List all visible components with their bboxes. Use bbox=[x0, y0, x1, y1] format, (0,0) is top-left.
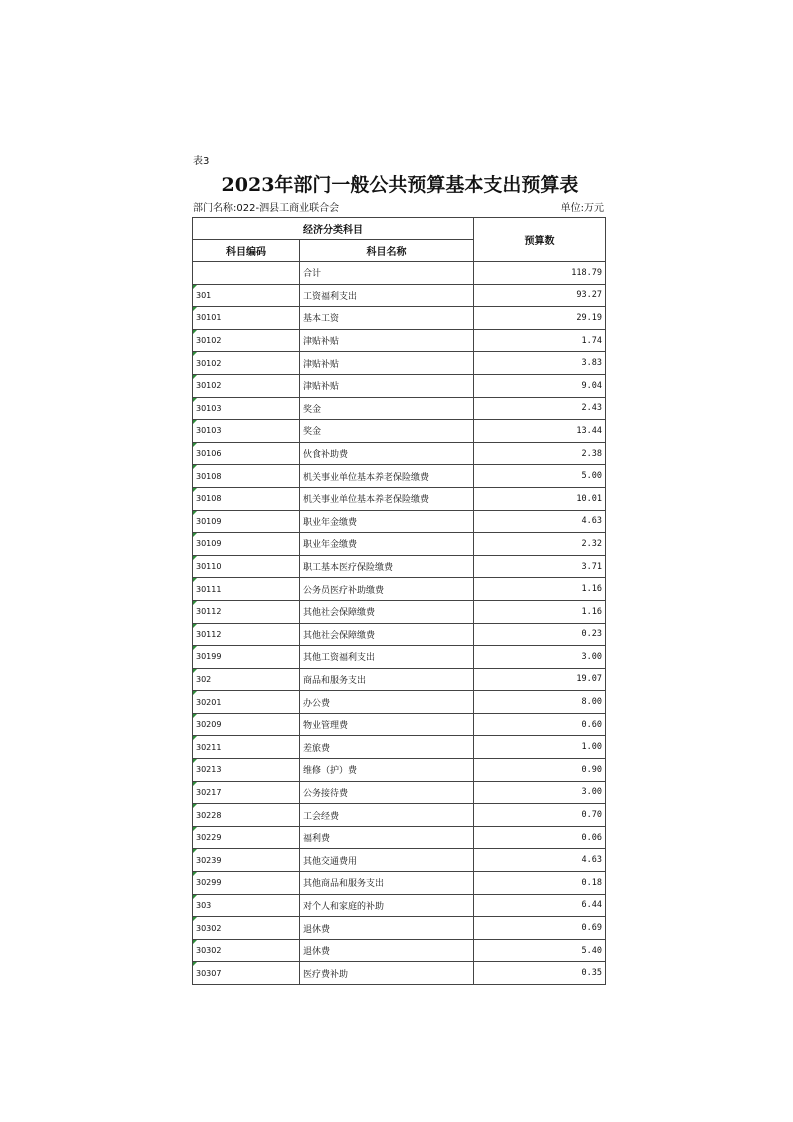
subject-code-cell: 30201 bbox=[193, 691, 300, 714]
budget-amount-cell: 1.16 bbox=[474, 600, 606, 623]
subject-name-cell: 差旅费 bbox=[300, 736, 474, 759]
table-row bbox=[193, 487, 606, 510]
subject-code-cell: 30108 bbox=[193, 465, 300, 488]
subject-name-cell: 公务员医疗补助缴费 bbox=[300, 578, 474, 601]
subject-name-cell: 商品和服务支出 bbox=[300, 668, 474, 691]
table-row bbox=[193, 262, 606, 285]
budget-amount-cell: 0.18 bbox=[474, 872, 606, 895]
subject-name-cell: 职业年金缴费 bbox=[300, 510, 474, 533]
table-row bbox=[193, 578, 606, 601]
subject-name-cell: 医疗费补助 bbox=[300, 962, 474, 985]
subject-name-cell: 其他商品和服务支出 bbox=[300, 872, 474, 895]
subject-name-cell: 工资福利支出 bbox=[300, 284, 474, 307]
subject-code-cell: 303 bbox=[193, 894, 300, 917]
budget-amount-cell: 0.06 bbox=[474, 826, 606, 849]
page-title: 2023年部门一般公共预算基本支出预算表 bbox=[221, 174, 579, 196]
subject-name-cell: 其他工资福利支出 bbox=[300, 646, 474, 669]
subject-code-cell: 30112 bbox=[193, 623, 300, 646]
subject-code-cell: 30110 bbox=[193, 555, 300, 578]
subject-name-cell: 公务接待费 bbox=[300, 781, 474, 804]
subject-name-cell: 职业年金缴费 bbox=[300, 533, 474, 556]
subject-name-cell: 津贴补贴 bbox=[300, 329, 474, 352]
subject-code-cell: 30109 bbox=[193, 510, 300, 533]
table-row bbox=[193, 781, 606, 804]
subject-name-cell: 退休费 bbox=[300, 917, 474, 940]
subject-name-cell: 合计 bbox=[300, 262, 474, 285]
budget-amount-cell: 2.38 bbox=[474, 442, 606, 465]
subject-name-cell: 其他交通费用 bbox=[300, 849, 474, 872]
budget-amount-cell: 2.32 bbox=[474, 533, 606, 556]
table-row bbox=[193, 465, 606, 488]
subject-code-cell: 301 bbox=[193, 284, 300, 307]
table-row bbox=[193, 352, 606, 375]
table-row bbox=[193, 623, 606, 646]
table-row bbox=[193, 600, 606, 623]
subject-code-cell: 30211 bbox=[193, 736, 300, 759]
budget-amount-cell: 1.74 bbox=[474, 329, 606, 352]
subject-name-cell: 办公费 bbox=[300, 691, 474, 714]
table-row bbox=[193, 646, 606, 669]
table-row bbox=[193, 804, 606, 827]
subject-name-cell: 机关事业单位基本养老保险缴费 bbox=[300, 465, 474, 488]
header-subject-name: 科目名称 bbox=[300, 240, 474, 262]
subject-name-cell: 福利费 bbox=[300, 826, 474, 849]
table-row bbox=[193, 917, 606, 940]
header-economic-classification: 经济分类科目 bbox=[193, 218, 474, 240]
budget-amount-cell: 3.71 bbox=[474, 555, 606, 578]
table-row bbox=[193, 736, 606, 759]
budget-amount-cell: 0.23 bbox=[474, 623, 606, 646]
subject-code-cell: 30217 bbox=[193, 781, 300, 804]
table-header bbox=[193, 218, 606, 262]
subject-code-cell: 30103 bbox=[193, 397, 300, 420]
unit-label: 单位:万元 bbox=[560, 203, 604, 214]
subject-code-cell: 30109 bbox=[193, 533, 300, 556]
table-row bbox=[193, 284, 606, 307]
subject-code-cell: 30213 bbox=[193, 759, 300, 782]
table-row bbox=[193, 307, 606, 330]
department-name: 部门名称:022-泗县工商业联合会 bbox=[193, 203, 340, 214]
budget-amount-cell: 3.83 bbox=[474, 352, 606, 375]
table-row bbox=[193, 510, 606, 533]
budget-amount-cell: 6.44 bbox=[474, 894, 606, 917]
budget-amount-cell: 19.07 bbox=[474, 668, 606, 691]
budget-amount-cell: 5.00 bbox=[474, 465, 606, 488]
subject-name-cell: 奖金 bbox=[300, 397, 474, 420]
budget-amount-cell: 5.40 bbox=[474, 939, 606, 962]
subject-name-cell: 其他社会保障缴费 bbox=[300, 600, 474, 623]
budget-amount-cell: 29.19 bbox=[474, 307, 606, 330]
subject-name-cell: 工会经费 bbox=[300, 804, 474, 827]
budget-amount-cell: 0.60 bbox=[474, 713, 606, 736]
header-subject-code: 科目编码 bbox=[193, 240, 300, 262]
table-row bbox=[193, 374, 606, 397]
subject-code-cell: 30302 bbox=[193, 917, 300, 940]
subject-code-cell: 30101 bbox=[193, 307, 300, 330]
budget-amount-cell: 0.90 bbox=[474, 759, 606, 782]
budget-amount-cell: 118.79 bbox=[474, 262, 606, 285]
subject-name-cell: 机关事业单位基本养老保险缴费 bbox=[300, 487, 474, 510]
table-row bbox=[193, 962, 606, 985]
budget-amount-cell: 8.00 bbox=[474, 691, 606, 714]
table-row bbox=[193, 691, 606, 714]
budget-amount-cell: 4.63 bbox=[474, 510, 606, 533]
subject-name-cell: 对个人和家庭的补助 bbox=[300, 894, 474, 917]
subject-name-cell: 津贴补贴 bbox=[300, 352, 474, 375]
budget-amount-cell: 93.27 bbox=[474, 284, 606, 307]
budget-amount-cell: 13.44 bbox=[474, 420, 606, 443]
table-row bbox=[193, 759, 606, 782]
table-row bbox=[193, 420, 606, 443]
subject-name-cell: 奖金 bbox=[300, 420, 474, 443]
table-row bbox=[193, 668, 606, 691]
table-body bbox=[193, 262, 606, 985]
budget-amount-cell: 0.70 bbox=[474, 804, 606, 827]
subject-code-cell: 30102 bbox=[193, 352, 300, 375]
subject-code-cell: 30199 bbox=[193, 646, 300, 669]
table-row bbox=[193, 329, 606, 352]
subject-name-cell: 物业管理费 bbox=[300, 713, 474, 736]
subject-code-cell: 30112 bbox=[193, 600, 300, 623]
table-row bbox=[193, 826, 606, 849]
table-row bbox=[193, 442, 606, 465]
table-row bbox=[193, 849, 606, 872]
table-row bbox=[193, 939, 606, 962]
subject-name-cell: 退休费 bbox=[300, 939, 474, 962]
budget-amount-cell: 9.04 bbox=[474, 374, 606, 397]
subject-name-cell: 维修（护）费 bbox=[300, 759, 474, 782]
budget-table bbox=[192, 217, 606, 985]
subject-name-cell: 其他社会保障缴费 bbox=[300, 623, 474, 646]
subject-code-cell: 30102 bbox=[193, 374, 300, 397]
budget-amount-cell: 2.43 bbox=[474, 397, 606, 420]
budget-amount-cell: 1.00 bbox=[474, 736, 606, 759]
subject-code-cell: 30103 bbox=[193, 420, 300, 443]
subject-code-cell: 30228 bbox=[193, 804, 300, 827]
budget-amount-cell: 0.69 bbox=[474, 917, 606, 940]
budget-amount-cell: 0.35 bbox=[474, 962, 606, 985]
subject-code-cell bbox=[193, 262, 300, 285]
subject-code-cell: 302 bbox=[193, 668, 300, 691]
table-row bbox=[193, 397, 606, 420]
subject-code-cell: 30102 bbox=[193, 329, 300, 352]
subject-code-cell: 30108 bbox=[193, 487, 300, 510]
subject-name-cell: 津贴补贴 bbox=[300, 374, 474, 397]
table-row bbox=[193, 555, 606, 578]
budget-amount-cell: 1.16 bbox=[474, 578, 606, 601]
budget-amount-cell: 4.63 bbox=[474, 849, 606, 872]
table-row bbox=[193, 713, 606, 736]
subject-code-cell: 30239 bbox=[193, 849, 300, 872]
subject-name-cell: 职工基本医疗保险缴费 bbox=[300, 555, 474, 578]
table-row bbox=[193, 872, 606, 895]
header-budget-amount: 预算数 bbox=[474, 218, 606, 262]
subject-name-cell: 基本工资 bbox=[300, 307, 474, 330]
table-row bbox=[193, 533, 606, 556]
subject-code-cell: 30229 bbox=[193, 826, 300, 849]
subject-code-cell: 30111 bbox=[193, 578, 300, 601]
subject-code-cell: 30106 bbox=[193, 442, 300, 465]
budget-amount-cell: 10.01 bbox=[474, 487, 606, 510]
table-row bbox=[193, 894, 606, 917]
budget-amount-cell: 3.00 bbox=[474, 646, 606, 669]
budget-amount-cell: 3.00 bbox=[474, 781, 606, 804]
subject-code-cell: 30299 bbox=[193, 872, 300, 895]
subject-name-cell: 伙食补助费 bbox=[300, 442, 474, 465]
table-label: 表3 bbox=[193, 156, 210, 167]
subject-code-cell: 30209 bbox=[193, 713, 300, 736]
subject-code-cell: 30307 bbox=[193, 962, 300, 985]
subject-code-cell: 30302 bbox=[193, 939, 300, 962]
